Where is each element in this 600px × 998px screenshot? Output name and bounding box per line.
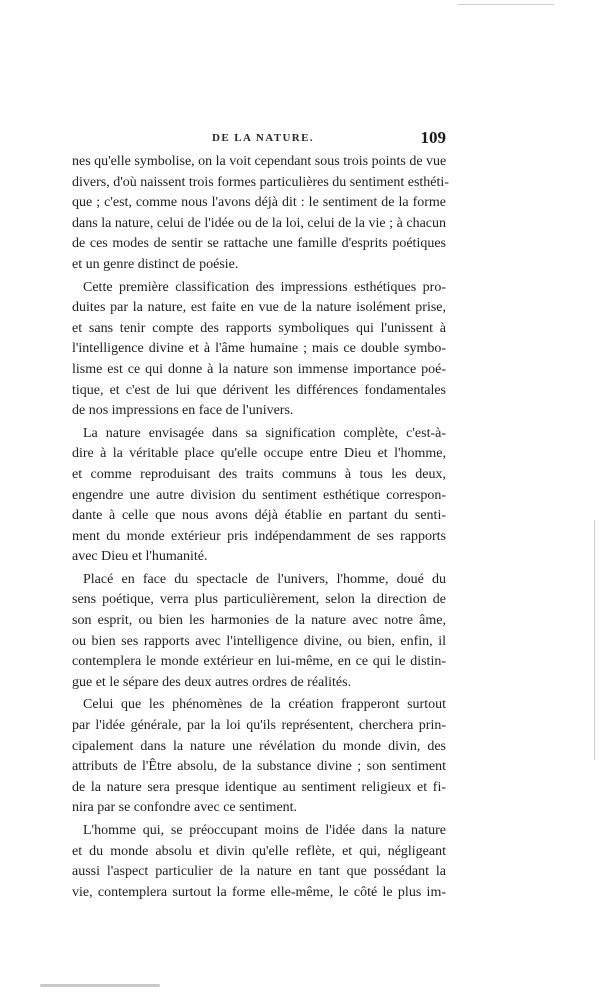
text-line: L'homme qui, se préoccupant moins de l'idée dans la nature — [83, 823, 446, 838]
scan-edge-mark-top — [458, 4, 554, 5]
scan-edge-mark-right — [594, 520, 595, 760]
page-number: 109 — [420, 128, 446, 147]
text-line: de nos impressions en face de l'univers. — [72, 403, 294, 419]
paragraph — [72, 278, 446, 422]
text-line: divers, d'où naissent trois formes particulières du sentiment esthéti- — [72, 174, 449, 190]
text-line: attributs de l'Être absolu, de la substance divine ; son sentiment — [72, 759, 446, 775]
text-line: et du monde absolu et divin qu'elle reflète, et qui, négligeant — [72, 843, 446, 859]
text-line: dante à celle que nous avons déjà établie en partant du senti- — [72, 508, 446, 524]
text-line: l'intelligence divine et à l'âme humaine ; mais ce double symbo- — [72, 341, 446, 357]
text-line: lisme est ce qui donne à la nature son immense importance poé- — [72, 361, 446, 377]
text-line: duites par la nature, est faite en vue de la nature isolément prise, — [72, 300, 446, 316]
scan-smudge — [40, 984, 160, 987]
text-line: cipalement dans la nature une révélation du monde divin, des — [72, 738, 446, 754]
text-line: son esprit, ou bien les harmonies de la nature avec notre âme, — [72, 613, 446, 629]
text-line: nes qu'elle symbolise, on la voit cependant sous trois points de vue — [72, 154, 447, 169]
text-line: et sans tenir compte des rapports symboliques qui l'unissent à — [72, 320, 446, 336]
paragraph — [72, 570, 446, 694]
text-line: nira par se confondre avec ce sentiment. — [72, 800, 298, 816]
body-text — [72, 152, 449, 903]
paragraph — [72, 695, 446, 819]
paragraph — [72, 821, 446, 903]
running-head — [72, 128, 446, 148]
text-line: avec Dieu et l'humanité. — [72, 549, 208, 565]
text-line: Cette première classification des impressions esthétiques pro- — [83, 279, 446, 295]
text-line: La nature envisagée dans sa signification complète, c'est-à- — [83, 425, 446, 441]
text-line: engendre une autre division du sentiment esthétique correspon- — [72, 487, 446, 503]
text-line: Celui que les phénomènes de la création frapperont surtout — [83, 697, 446, 713]
text-line: de ces modes de sentir se rattache une famille d'esprits poétiques — [72, 236, 446, 252]
text-line: que ; c'est, comme nous l'avons déjà dit : le sentiment de la forme — [72, 195, 446, 211]
text-line: vie, contemplera surtout la forme elle-même, le côté le plus im- — [72, 884, 446, 900]
text-line: sens poétique, verra plus particulièrement, selon la direction de — [72, 592, 446, 608]
text-line: ou bien ses rapports avec l'intelligence divine, ou bien, enfin, il — [72, 633, 446, 649]
text-line: dans la nature, celui de l'idée ou de la loi, celui de la vie ; à chacun — [72, 215, 446, 231]
paragraph — [72, 424, 446, 568]
text-line: de la nature sera presque identique au sentiment religieux et fi- — [72, 779, 446, 795]
text-line: tique, et c'est de lui que dérivent les différences fondamentales — [72, 382, 446, 398]
text-line: gue et le sépare des deux autres ordres de réalités. — [72, 674, 352, 690]
text-line: par l'idée générale, par la loi qu'ils représentent, cherchera prin- — [72, 718, 446, 734]
running-title: DE LA NATURE. — [212, 132, 315, 144]
text-line: et comme reproduisant des traits communs à tous les deux, — [72, 466, 446, 482]
text-line: ment du monde extérieur pris indépendamment de ses rapports — [72, 528, 446, 544]
paragraph — [72, 152, 449, 276]
text-line: contemplera le monde extérieur en lui-même, en ce qui le distin- — [72, 654, 446, 670]
text-line: dire à la véritable place qu'elle occupe entre Dieu et l'homme, — [72, 446, 446, 462]
text-line: aussi l'aspect particulier de la nature en tant que possédant la — [72, 864, 446, 880]
text-line: Placé en face du spectacle de l'univers, l'homme, doué du — [83, 571, 446, 587]
text-line: et un genre distinct de poésie. — [72, 256, 239, 272]
